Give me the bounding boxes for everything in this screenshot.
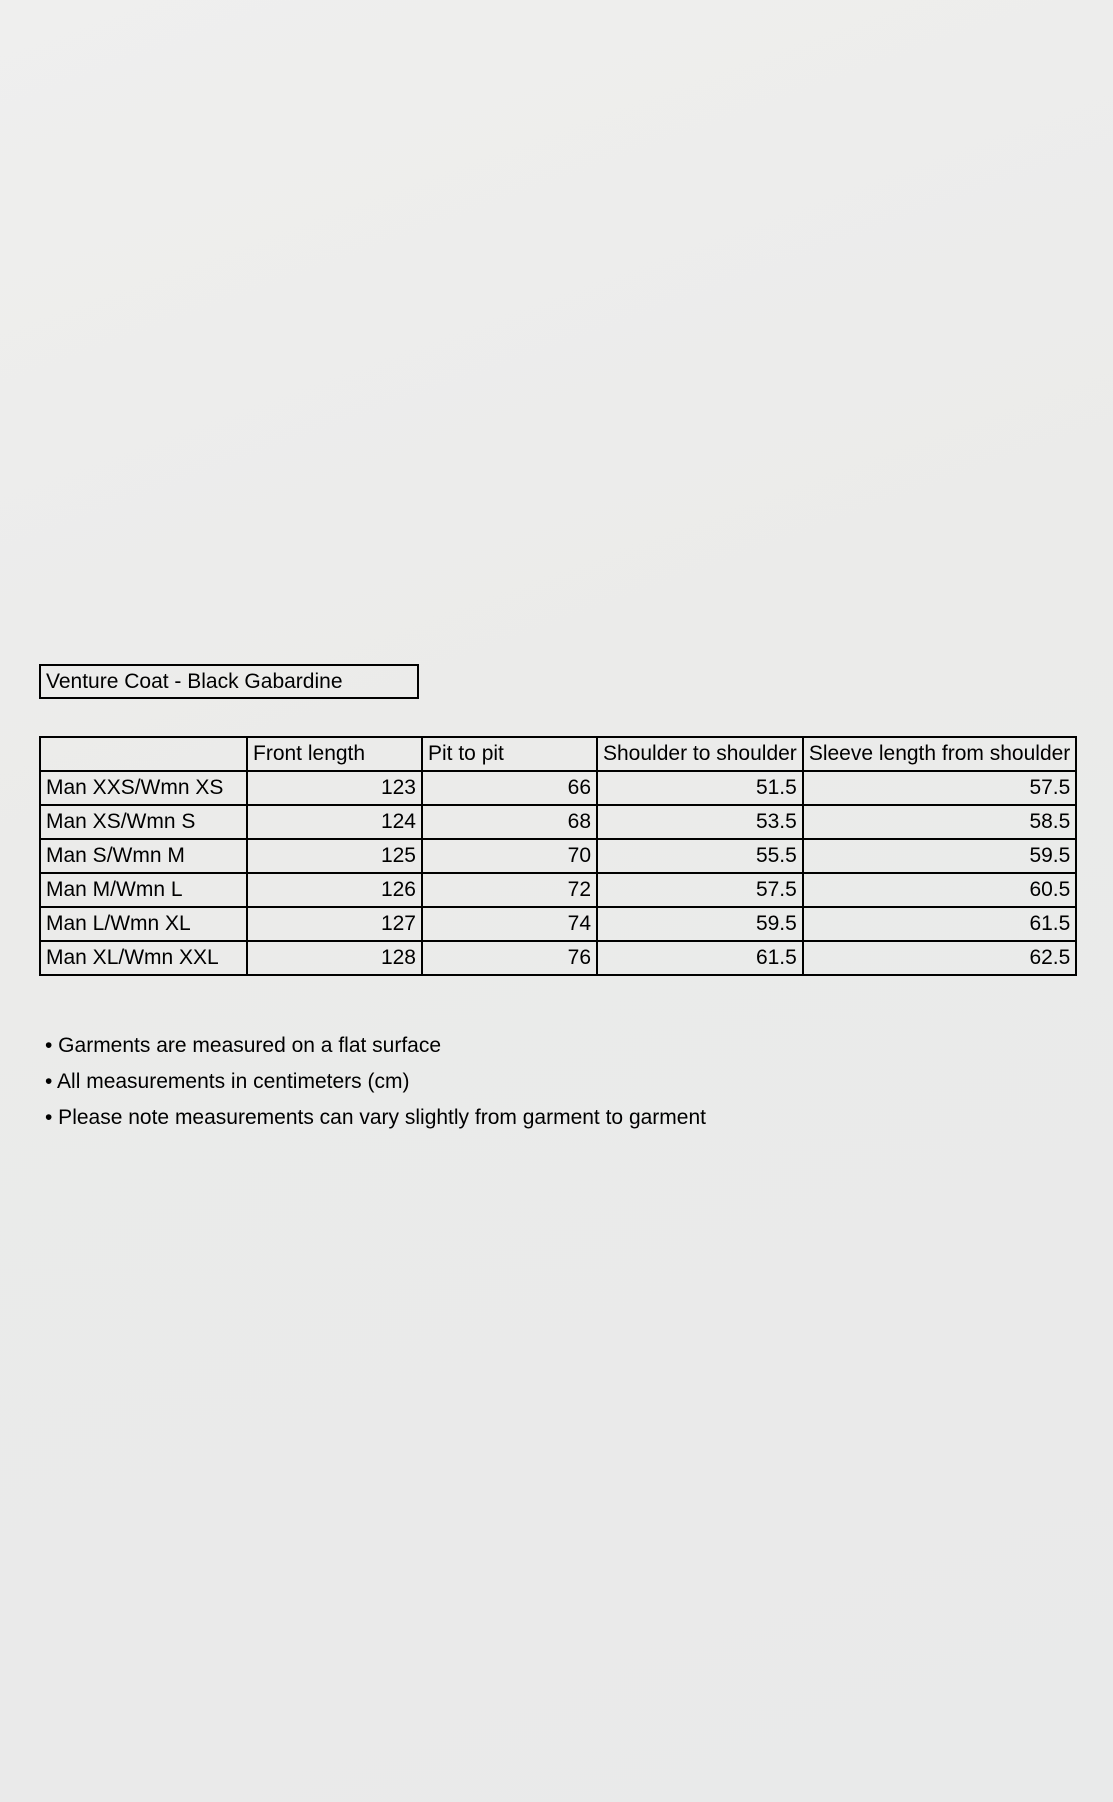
- front-length-cell: 123: [247, 771, 422, 805]
- pit-to-pit-cell: 74: [422, 907, 597, 941]
- table-row: [40, 873, 1076, 907]
- size-cell: Man XL/Wmn XXL: [40, 941, 247, 975]
- shoulder-cell: 51.5: [597, 771, 803, 805]
- measurement-notes: [45, 1028, 706, 1136]
- shoulder-cell: 59.5: [597, 907, 803, 941]
- table-header-row: [40, 737, 1076, 771]
- size-cell: Man M/Wmn L: [40, 873, 247, 907]
- pit-to-pit-cell: 70: [422, 839, 597, 873]
- header-cell-shoulder-to-shoulder: Shoulder to shoulder: [597, 737, 803, 771]
- pit-to-pit-cell: 72: [422, 873, 597, 907]
- size-chart-table: [39, 736, 1077, 976]
- front-length-cell: 126: [247, 873, 422, 907]
- front-length-cell: 124: [247, 805, 422, 839]
- sleeve-cell: 58.5: [803, 805, 1077, 839]
- table-row: [40, 941, 1076, 975]
- shoulder-cell: 55.5: [597, 839, 803, 873]
- table-row: [40, 907, 1076, 941]
- product-title: Venture Coat - Black Gabardine: [39, 664, 419, 699]
- front-length-cell: 125: [247, 839, 422, 873]
- size-cell: Man XS/Wmn S: [40, 805, 247, 839]
- shoulder-cell: 57.5: [597, 873, 803, 907]
- table-row: [40, 771, 1076, 805]
- note-flat-surface: • Garments are measured on a flat surface: [45, 1034, 442, 1057]
- pit-to-pit-cell: 68: [422, 805, 597, 839]
- sleeve-cell: 60.5: [803, 873, 1077, 907]
- header-cell-sleeve-length: Sleeve length from shoulder: [803, 737, 1077, 771]
- table-row: [40, 805, 1076, 839]
- pit-to-pit-cell: 76: [422, 941, 597, 975]
- note-variation: • Please note measurements can vary slightly from garment to garment: [45, 1106, 706, 1129]
- sleeve-cell: 61.5: [803, 907, 1077, 941]
- shoulder-cell: 53.5: [597, 805, 803, 839]
- size-cell: Man L/Wmn XL: [40, 907, 247, 941]
- header-cell-front-length: Front length: [247, 737, 422, 771]
- size-cell: Man XXS/Wmn XS: [40, 771, 247, 805]
- table-row: [40, 839, 1076, 873]
- shoulder-cell: 61.5: [597, 941, 803, 975]
- size-cell: Man S/Wmn M: [40, 839, 247, 873]
- pit-to-pit-cell: 66: [422, 771, 597, 805]
- header-cell-size: [40, 737, 247, 771]
- sleeve-cell: 57.5: [803, 771, 1077, 805]
- front-length-cell: 128: [247, 941, 422, 975]
- sleeve-cell: 59.5: [803, 839, 1077, 873]
- sleeve-cell: 62.5: [803, 941, 1077, 975]
- header-cell-pit-to-pit: Pit to pit: [422, 737, 597, 771]
- front-length-cell: 127: [247, 907, 422, 941]
- note-centimeters: • All measurements in centimeters (cm): [45, 1070, 410, 1093]
